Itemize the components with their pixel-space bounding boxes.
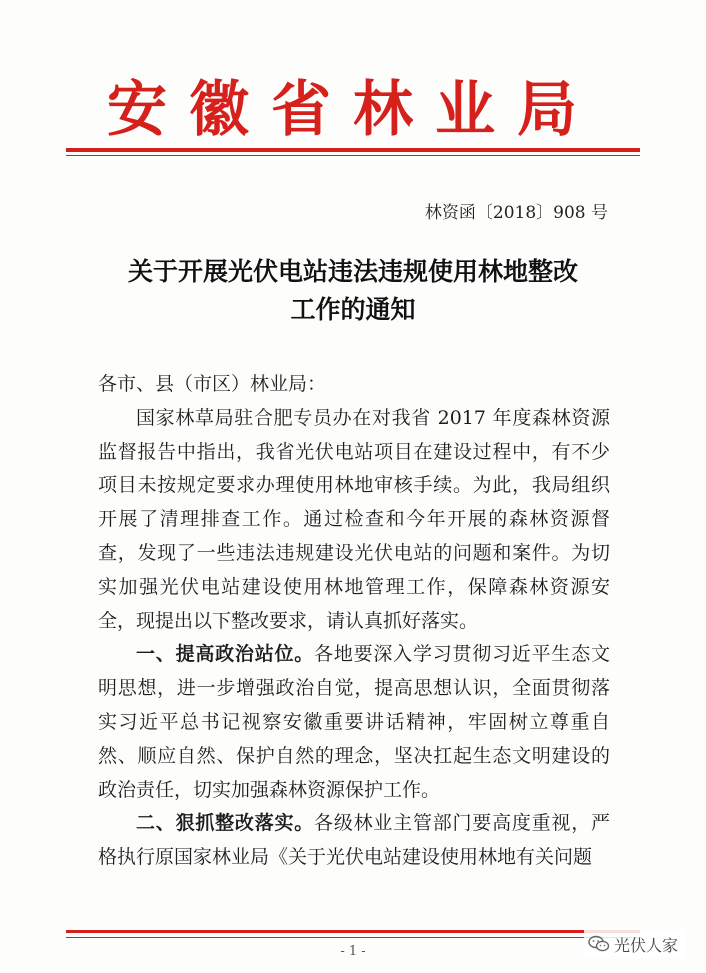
section-2 — [98, 807, 610, 875]
section-2-text: 各级林业主管部门要高度重视，严格执行原国家林业局《关于光伏电站建设使用林地有关问题 — [98, 812, 610, 869]
section-2-heading: 二、狠抓整改落实。 — [136, 812, 315, 835]
page-number: - 1 - — [340, 944, 366, 959]
document-title-line1: 关于开展光伏电站违法违规使用林地整改 — [127, 257, 578, 286]
agency-name-header: 安徽省林业局 — [107, 75, 599, 145]
document-title-line2: 工作的通知 — [290, 295, 416, 324]
footer-red-rule-thin — [66, 937, 640, 938]
header-red-rule-thick — [66, 148, 640, 152]
watermark — [584, 930, 686, 958]
section-1 — [98, 638, 610, 807]
watermark-text: 光伏人家 — [614, 935, 679, 955]
paragraph-intro: 国家林草局驻合肥专员办在对我省 2017 年度森林资源监督报告中指出，我省光伏电站项目在建设过程中，有不少项目未按规定要求办理使用林地审核手续。为此，我局组织开展了清理排查工作。通过检查和今年开展的森林资源督查，发现了一些违法违规建设光伏电站的问题和案件。为切实加强光伏电站建设使用林地管理工作，保障森林资源安全，现提出以下整改要求，请认真抓好落实。 — [98, 406, 610, 632]
section-1-text: 各地要深入学习贯彻习近平生态文明思想，进一步增强政治自觉，提高思想认识，全面贯彻落实习近平总书记视察安徽重要讲话精神，牢固树立尊重自然、顺应自然、保护自然的理念，坚决扛起生态文明建设的政治责任，切实加强森林资源保护工作。 — [98, 643, 610, 801]
wechat-logo-icon — [588, 935, 610, 953]
section-1-heading: 一、提高政治站位。 — [136, 643, 315, 666]
document-body — [98, 368, 610, 875]
footer-red-rule-thick — [66, 930, 640, 933]
salutation: 各市、县（市区）林业局： — [98, 373, 327, 395]
header-red-rule-thin — [66, 155, 640, 156]
document-number: 林资函〔2018〕908 号 — [424, 203, 608, 223]
